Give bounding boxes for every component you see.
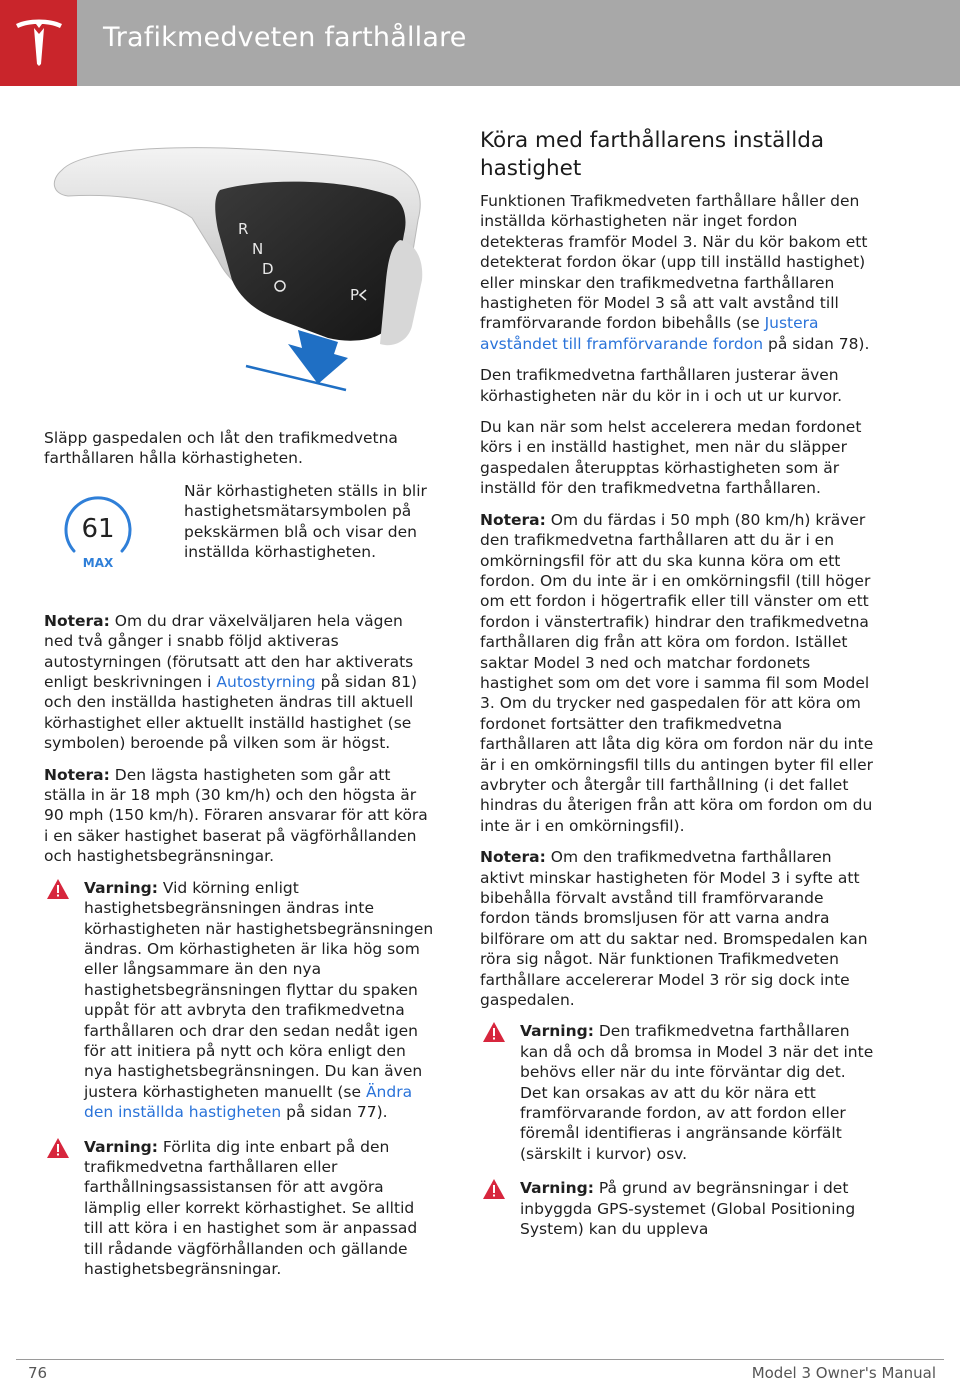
warning-icon: [482, 1021, 506, 1043]
warning-text: Den trafikmedvetna farthållaren kan då och då bromsa in Model 3 när det inte behövs eller när du inte förväntar dig det. Det kan orsakas av att du kör nära ett framförvarande fordon, av att fordon eller föremål identifieras i angränsande körfält (särskilt i kurvor) osv.: [520, 1022, 874, 1163]
link-justera-avstand[interactable]: Justera avståndet till framförvarande fordon: [480, 314, 819, 353]
intro-paragraph: Släpp gaspedalen och låt den trafikmedvetna farthållaren hålla körhastigheten.: [44, 429, 398, 468]
warning-text: På grund av begränsningar i det inbyggda GPS-systemet (Global Positioning System) kan du uppleva: [520, 1179, 856, 1239]
footer-divider: [16, 1359, 944, 1360]
gear-selector-stalk-illustration: [42, 130, 438, 396]
note-label: Notera:: [44, 765, 110, 784]
speed-description: När körhastigheten ställs in blir hastighetsmätarsymbolen på pekskärmen blå och visar den inställda körhastigheten.: [184, 481, 427, 562]
manual-title: Model 3 Owner's Manual: [751, 1364, 936, 1382]
warning-icon: [46, 1137, 70, 1159]
note-text-a: Om du drar växelväljaren hela vägen ned två gånger i snabb följd aktiveras autostyrningen (förutsatt att den har aktiverats enligt beskrivningen i: [44, 611, 414, 692]
note-label: Notera:: [44, 611, 110, 630]
link-autostyrning[interactable]: Autostyrning: [216, 673, 316, 692]
logo-badge: [0, 0, 77, 86]
speed-max-value: 61: [81, 513, 115, 544]
note-overtaking: [480, 510, 876, 837]
note-text-b: på sidan 81) och den inställda hastigheten ändras till aktuell körhastighet eller aktuellt inställd hastighet (se symbolen) beroende på vilken som är högst.: [44, 673, 418, 753]
page-number: 76: [28, 1364, 48, 1382]
gear-label-r: R: [238, 220, 249, 238]
paragraph-1: [480, 191, 876, 354]
right-column: [480, 127, 876, 1254]
gear-label-p: P: [350, 286, 360, 304]
paragraph-text-a: Funktionen Trafikmedveten farthållare håller den inställda körhastigheten när inget fordon detekteras framför Model 3. När du kör bakom ett detekterat fordon ökar (upp till inställd hastighet) eller minskar den trafikmedvetna farthållaren hastigheten för Model 3 så att valt avstånd till framförvarande fordon bibehålls (se: [480, 192, 868, 333]
note-label: Notera:: [480, 510, 546, 529]
note-text: Om den trafikmedvetna farthållaren aktivt minskar hastigheten för Model 3 i syfte att bibehålla förvalt avstånd till framförvarande fordon tänds bromsljusen för att varna andra bilförare om att du saktar ned. Bromspedalen kan röra sig något. När funktionen Trafikmedveten farthållare accelererar Model 3 rör sig dock inte gaspedalen.: [480, 848, 868, 1010]
note-speed-limits: [44, 765, 436, 867]
warning-rely: [44, 1137, 436, 1280]
gear-label-d: D: [262, 260, 274, 278]
note-brake-lights: [480, 847, 876, 1010]
warning-text-b: på sidan 77).: [281, 1103, 388, 1122]
speed-row: [44, 481, 436, 593]
speed-max-label: MAX: [82, 555, 114, 570]
note-text: Om du färdas i 50 mph (80 km/h) kräver den trafikmedvetna farthållaren att du är i en omkörningsfil för att du ska kunna köra om ett fordon. Om du inte är i en omkörningsfil (till höger om ett fordon i högertrafik eller till vänster om ett fordon i vänstertrafik) hindrar den trafikmedvetna farthållaren dig från att köra om fordon. Istället saktar Model 3 ned och matchar fordonets hastighet som om det vore i samma fil som Model 3. Om du trycker ned gaspedalen för att köra om fordonet fortsätter den trafikmedvetna farthållaren att låta dig köra om fordon när du inte är i en omkörningsfil tills du antingen byter fil eller avbryter och återgår till farthållning (i det fallet hindras du återigen från att köra om fordon om du inte är i en omkörningsfil).: [480, 510, 874, 835]
paragraph-3: Du kan när som helst accelerera medan fordonet körs i en inställd hastighet, men när du släpper gaspedalen återupptas körhastigheten som är inställd för den trafikmedvetna farthållaren.: [480, 418, 862, 498]
note-label: Notera:: [480, 848, 546, 867]
warning-text: Förlita dig inte enbart på den trafikmedvetna farthållaren eller farthållningsassistansen för att avgöra lämplig eller korrekt körhastighet. Se alltid till att köra i en hastighet som är anpassad till rådande vägförhållanden och gällande hastighetsbegränsningar.: [84, 1137, 418, 1278]
link-andra-hastighet[interactable]: Ändra den inställda hastigheten: [84, 1082, 413, 1122]
page-header: [0, 0, 960, 86]
warning-label: Varning:: [520, 1022, 594, 1041]
warning-label: Varning:: [520, 1179, 594, 1198]
paragraph-text-b: på sidan 78).: [763, 334, 870, 353]
warning-braking: [480, 1021, 876, 1164]
speed-max-icon: [60, 489, 136, 571]
left-column: [44, 428, 436, 1293]
paragraph-2: Den trafikmedvetna farthållaren justerar även körhastigheten när du kör in i och ut ur kurvor.: [480, 366, 842, 405]
warning-label: Varning:: [84, 878, 158, 897]
warning-gps: [480, 1178, 876, 1239]
note-autosteer: [44, 611, 436, 754]
warning-text-a: Vid körning enligt hastighetsbegränsningen ändras inte körhastigheten när hastighetsbegränsningen ändras. Om körhastigheten är lika hög som eller långsammare än den nya hastighetsbegränsningen flyttar du spaken uppåt för att avbryta den trafikmedvetna farthållaren och drar den sedan nedåt igen för att initiera på nytt och köra enligt den nya hastighetsbegränsningen. Du kan även justera körhastigheten manuellt (se: [84, 878, 434, 1101]
warning-icon: [482, 1178, 506, 1200]
warning-icon: [46, 878, 70, 900]
gear-label-n: N: [252, 240, 264, 258]
tesla-logo-icon: [12, 16, 66, 70]
page-title: Trafikmedveten farthållare: [103, 22, 467, 53]
note-text: Den lägsta hastigheten som går att ställa in är 18 mph (30 km/h) och den högsta är 90 mph (150 km/h). Föraren ansvarar för att köra i en säker hastighet baserat på vägförhållanden och hastighetsbegränsningar.: [44, 765, 428, 866]
warning-label: Varning:: [84, 1137, 158, 1156]
warning-speed-limit: [44, 878, 436, 1123]
section-heading: Köra med farthållarens inställda hastighet: [480, 128, 825, 181]
